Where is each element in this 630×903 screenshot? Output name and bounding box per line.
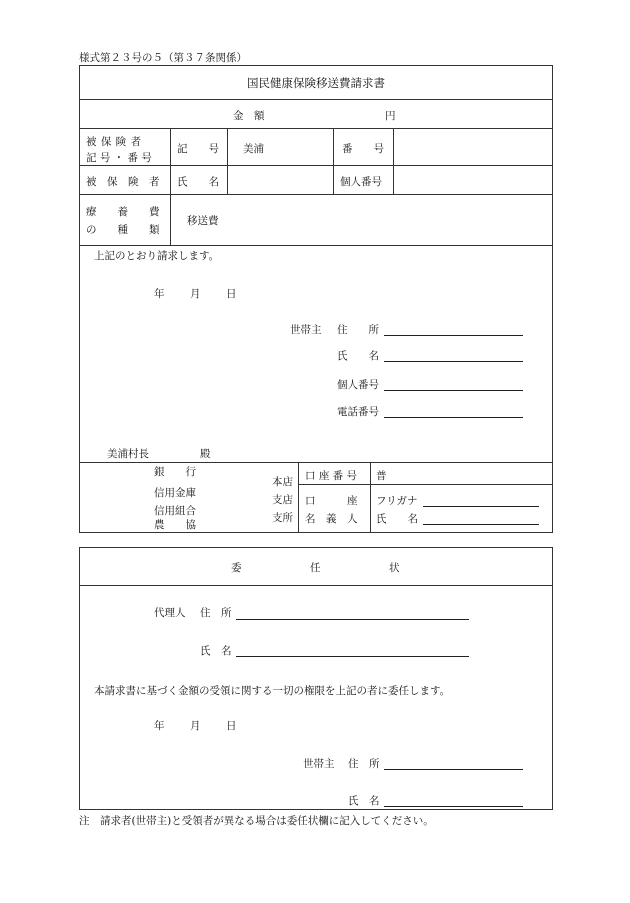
furigana-label: フリガナ — [376, 495, 418, 507]
head-name-label: 氏 名 — [337, 350, 379, 362]
branch-honten: 本店 — [272, 476, 293, 488]
holder-name-field[interactable] — [423, 524, 539, 525]
bank-type-shinkumi: 信用組合 — [154, 505, 196, 517]
delegation-date-day: 日 — [226, 720, 237, 732]
head-address-label: 住 所 — [337, 324, 379, 336]
account-no-field[interactable] — [392, 464, 551, 483]
bango-label: 番 号 — [342, 143, 384, 155]
date-month: 月 — [190, 288, 201, 300]
head-name-field[interactable] — [384, 361, 523, 362]
delegation-date-year: 年 — [154, 720, 165, 732]
note: 注 請求者(世帯主)と受領者が異なる場合は委任状欄に記入してください。 — [79, 815, 434, 827]
ryoyo-value: 移送費 — [187, 215, 219, 227]
head-label: 世帯主 — [290, 324, 322, 336]
branch-shiten: 支店 — [272, 494, 293, 506]
insured-personal-no-field[interactable] — [395, 167, 551, 192]
delegation-head-address-label: 住 所 — [348, 758, 380, 770]
bank-type-ginko: 銀 行 — [154, 466, 196, 478]
insured-personal-no-label: 個人番号 — [340, 176, 382, 188]
branch-shisho: 支所 — [272, 512, 293, 524]
holder-label-1: 口 座 — [305, 495, 358, 507]
delegation-head-name-label: 氏 名 — [348, 795, 380, 807]
furigana-field[interactable] — [423, 506, 539, 507]
delegation-title-2: 任 — [310, 562, 321, 574]
bango-field[interactable] — [395, 130, 551, 163]
delegation-title-1: 委 — [231, 562, 242, 574]
delegation-head-label: 世帯主 — [303, 758, 335, 770]
amount-unit: 円 — [385, 110, 396, 122]
addressee: 美浦村長 — [107, 448, 149, 460]
delegation-title-3: 状 — [389, 562, 400, 574]
date-year: 年 — [154, 288, 165, 300]
amount-field[interactable] — [280, 104, 380, 124]
kigo-field[interactable] — [285, 130, 331, 163]
delegation-head-name-field[interactable] — [384, 806, 523, 807]
insured-name-label: 氏 名 — [177, 176, 219, 188]
honorific: 殿 — [200, 448, 211, 460]
insured-label: 被 保 険 者 — [86, 176, 160, 188]
date-day: 日 — [226, 288, 237, 300]
ryoyo-label-1: 療 養 費 — [86, 206, 160, 218]
agent-label: 代理人 — [154, 607, 186, 619]
form-number: 様式第２３号の５（第３７条関係） — [79, 52, 247, 64]
kigo-value: 美浦 — [243, 143, 264, 155]
delegation-head-address-field[interactable] — [384, 769, 523, 770]
insured-code-label-2: 記 号 ・ 番 号 — [86, 152, 152, 164]
head-address-field[interactable] — [384, 335, 523, 336]
head-personal-no-label: 個人番号 — [337, 379, 379, 391]
agent-address-label: 住 所 — [200, 607, 232, 619]
amount-label: 金 額 — [233, 110, 265, 122]
delegation-statement: 本請求書に基づく金額の受領に関する一切の権限を上記の者に委任します。 — [94, 685, 451, 697]
holder-label-2: 名 義 人 — [305, 513, 358, 525]
kigo-label: 記 号 — [177, 143, 219, 155]
head-phone-field[interactable] — [384, 417, 523, 418]
bank-type-shinkin: 信用金庫 — [154, 487, 196, 499]
head-phone-label: 電話番号 — [337, 406, 379, 418]
request-text: 上記のとおり請求します。 — [94, 250, 220, 262]
form-title: 国民健康保険移送費請求書 — [247, 76, 385, 90]
bank-type-nokyo: 農 協 — [154, 519, 196, 531]
delegation-date-month: 月 — [190, 720, 201, 732]
insured-code-label-1: 被 保 険 者 — [86, 136, 142, 148]
ryoyo-label-2: の 種 類 — [86, 224, 160, 236]
head-personal-no-field[interactable] — [384, 390, 523, 391]
insured-name-field[interactable] — [229, 167, 331, 192]
agent-address-field[interactable] — [236, 619, 469, 620]
holder-name-label: 氏 名 — [376, 513, 418, 525]
account-no-label: 口 座 番 号 — [305, 470, 358, 482]
agent-name-field[interactable] — [236, 656, 469, 657]
agent-name-label: 氏 名 — [200, 645, 232, 657]
account-type: 普 — [376, 470, 387, 482]
